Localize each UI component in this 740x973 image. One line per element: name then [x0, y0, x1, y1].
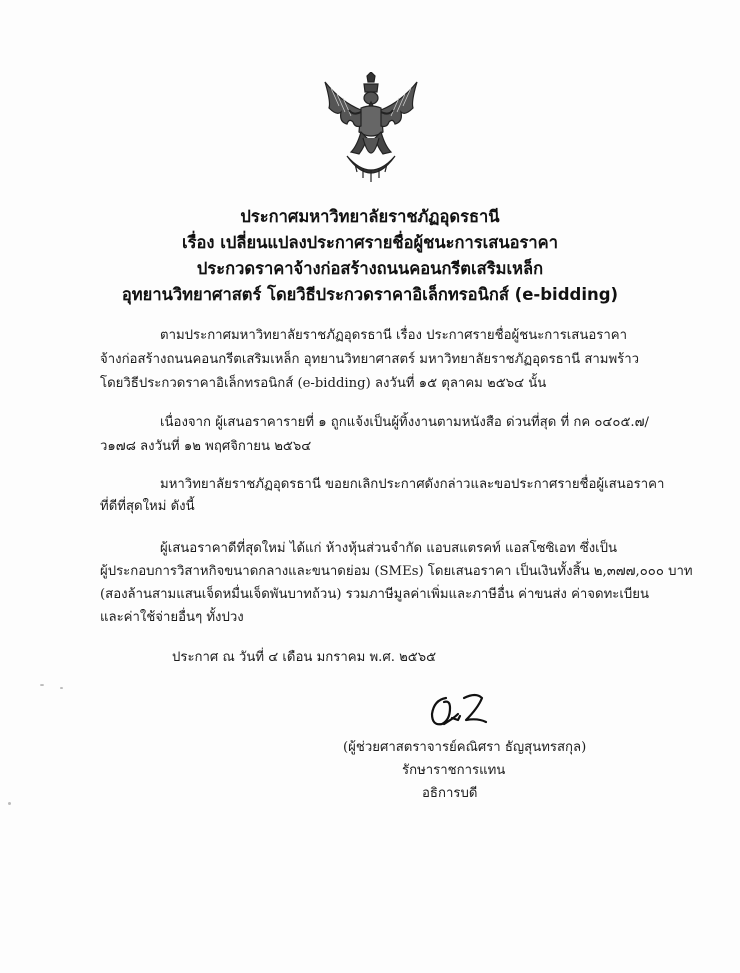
paragraph4-line4: และค่าใช้จ่ายอื่นๆ ทั้งปวง [100, 610, 244, 625]
announcement-subject: เรื่อง เปลี่ยนแปลงประกาศรายชื่อผู้ชนะการเสนอราคา [182, 233, 558, 252]
paragraph4-line3: (สองล้านสามแสนเจ็ดหมื่นเจ็ดพันบาทถ้วน) รวมภาษีมูลค่าเพิ่มและภาษีอื่น ค่าขนส่ง ค่าจดทะเบียน [100, 587, 649, 602]
signatory-name: (ผู้ช่วยศาสตราจารย์คณิศรา ธัญสุนทรสกุล) [343, 740, 587, 755]
announcement-date: ประกาศ ณ วันที่ ๔ เดือน มกราคม พ.ศ. ๒๕๖๕ [172, 650, 437, 665]
paragraph1-line1: ตามประกาศมหาวิทยาลัยราชภัฏอุดรธานี เรื่อง ประกาศรายชื่อผู้ชนะการเสนอราคา [160, 328, 627, 343]
signatory-position: อธิการบดี [422, 786, 478, 801]
paragraph2-line2: ว๑๗๘ ลงวันที่ ๑๒ พฤศจิกายน ๒๕๖๔ [100, 439, 312, 454]
garuda-emblem-icon [317, 72, 425, 188]
signatory-role: รักษาราชการแทน [402, 763, 506, 778]
paragraph2-line1: เนื่องจาก ผู้เสนอราคารายที่ ๑ ถูกแจ้งเป็นผู้ทิ้งงานตามหนังสือ ด่วนที่สุด ที่ กค ๐๔๐๕.๗/ [160, 415, 649, 430]
paragraph1-line3: โดยวิธีประกวดราคาอิเล็กทรอนิกส์ (e-bidding) ลงวันที่ ๑๕ ตุลาคม ๒๕๖๔ นั้น [100, 376, 547, 391]
scan-speck [8, 802, 11, 805]
scan-speck [60, 687, 63, 689]
paragraph3-line2: ที่ดีที่สุดใหม่ ดังนี้ [100, 499, 195, 514]
announcement-subject-line2: ประกวดราคาจ้างก่อสร้างถนนคอนกรีตเสริมเหล็ก [196, 259, 544, 278]
scan-speck [40, 684, 44, 686]
paragraph3-line1: มหาวิทยาลัยราชภัฏอุดรธานี ขอยกเลิกประกาศดังกล่าวและขอประกาศรายชื่อผู้เสนอราคา [160, 477, 665, 492]
handwritten-signature-icon [424, 688, 494, 732]
paragraph1-line2: จ้างก่อสร้างถนนคอนกรีตเสริมเหล็ก อุทยานวิทยาศาสตร์ มหาวิทยาลัยราชภัฏอุดรธานี สามพร้าว [100, 352, 640, 367]
paragraph4-line2: ผู้ประกอบการวิสาหกิจขนาดกลางและขนาดย่อม (SMEs) โดยเสนอราคา เป็นเงินทั้งสิ้น ๒,๓๗๗,๐๐๐ บาท [100, 564, 693, 579]
announcement-subject-line3: อุทยานวิทยาศาสตร์ โดยวิธีประกวดราคาอิเล็กทรอนิกส์ (e-bidding) [121, 285, 619, 304]
announcement-title: ประกาศมหาวิทยาลัยราชภัฏอุดรธานี [240, 207, 500, 226]
paragraph4-line1: ผู้เสนอราคาดีที่สุดใหม่ ได้แก่ ห้างหุ้นส่วนจำกัด แอบสแตรคท์ แอสโซซิเอท ซึ่งเป็น [160, 541, 618, 556]
